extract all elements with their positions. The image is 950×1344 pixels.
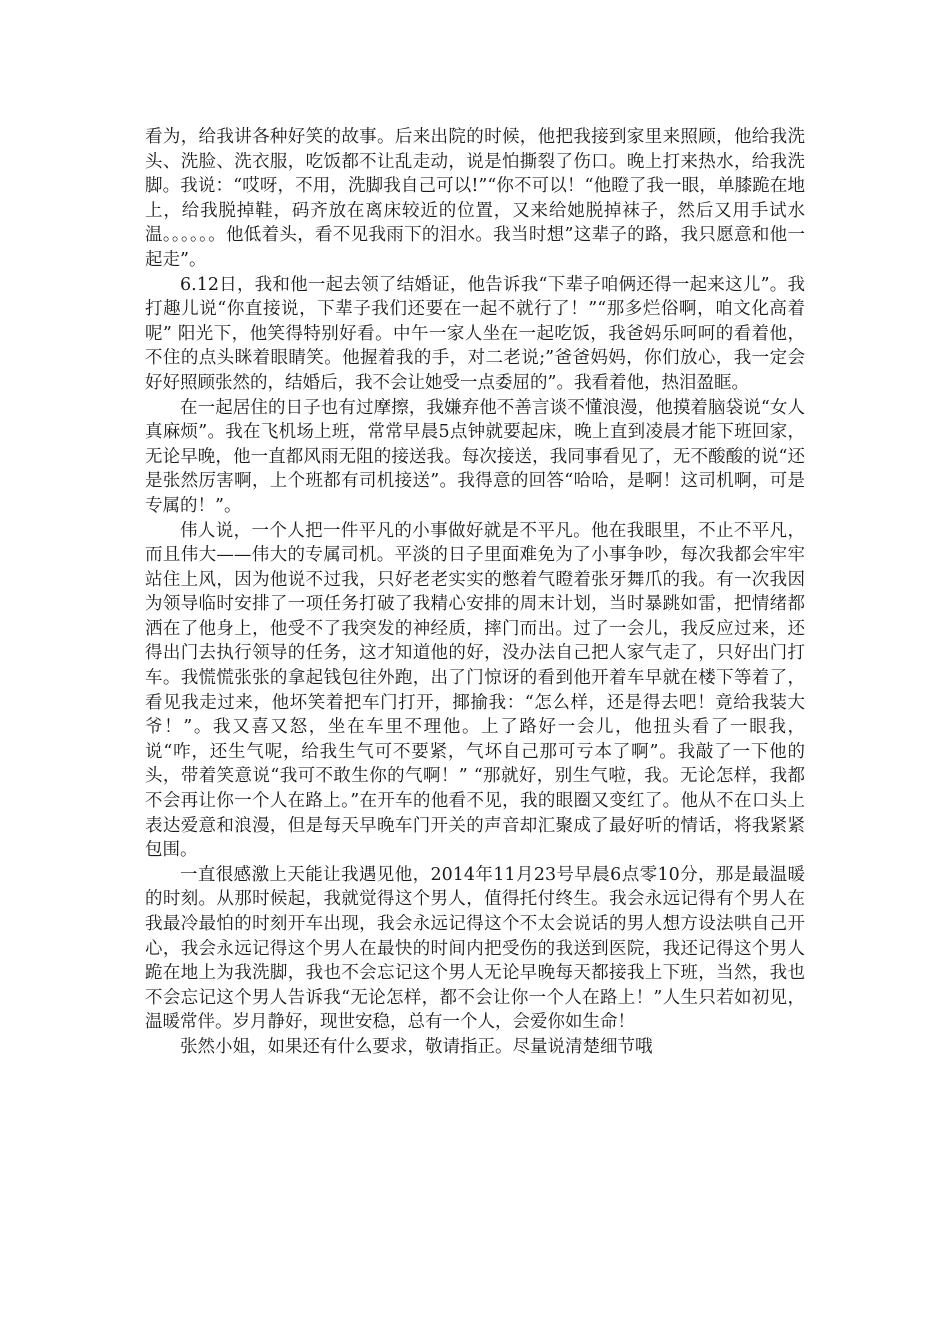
paragraph-1: 看为，给我讲各种好笑的故事。后来出院的时候，他把我接到家里来照顾，他给我洗头、洗脸、洗衣服，吃饭都不让乱走动，说是怕撕裂了伤口。晚上打来热水，给我洗脚。我说：“哎呀，不用，洗脚我自己可以!”“你不可以！“他瞪了我一眼，单膝跪在地上，给我脱掉鞋，码齐放在离床较近的位置，又来给她脱掉袜子，然后又用手试水温。。。。。。他低着头，看不见我雨下的泪水。我当时想”这辈子的路，我只愿意和他一起走”。	[145, 127, 805, 270]
document-page	[145, 125, 805, 1060]
paragraph-6: 张然小姐，如果还有什么要求，敬请指正。尽量说清楚细节哦	[180, 1036, 653, 1057]
paragraph-2: 6.12日，我和他一起去领了结婚证，他告诉我“下辈子咱俩还得一起来这儿”。我打趣儿说“你直接说，下辈子我们还要在一起不就行了！”“那多烂俗啊，咱文化高着呢” 阳光下，他笑得特别好看。中午一家人坐在一起吃饭，我爸妈乐呵呵的看着他，不住的点头眯着眼睛笑。他握着我的手，对二老说;”爸爸妈妈，你们放心，我一定会好好照顾张然的，结婚后，我不会让她受一点委屈的”。我看着他，热泪盈眶。	[145, 274, 805, 393]
paragraph-4: 伟人说，一个人把一件平凡的小事做好就是不平凡。他在我眼里，不止不平凡，而且伟大——伟大的专属司机。平淡的日子里面难免为了小事争吵，每次我都会牢牢站住上风，因为他说不过我，只好老老实实的憋着气瞪着张牙舞爪的我。有一次我因为领导临时安排了一项任务打破了我精心安排的周末计划，当时暴跳如雷，把情绪都洒在了他身上，他受不了我突发的神经质，摔门而出。过了一会儿，我反应过来，还得出门去执行领导的任务，这才知道他的好，没办法自己把人家气走了，只好出门打车。我慌慌张张的拿起钱包往外跑，出了门惊讶的看到他开着车早就在楼下等着了，看见我走过来，他坏笑着把车门打开，揶揄我：“怎么样，还是得去吧！竟给我装大爷！”。我又喜又怒，坐在车里不理他。上了路好一会儿，他扭头看了一眼我，说“咋，还生气呢，给我生气可不要紧，气坏自己那可亏本了啊”。我敲了一下他的头，带着笑意说“我可不敢生你的气啊！” “那就好，别生气啦，我。无论怎样，我都不会再让你一个人在路上。”在开车的他看不见，我的眼圈又变红了。他从不在口头上表达爱意和浪漫，但是每天早晚车门开关的声音却汇聚成了最好听的情话，将我紧紧包围。	[145, 520, 805, 861]
paragraph-5: 一直很感激上天能让我遇见他，2014年11月23号早晨6点零10分，那是最温暖的时刻。从那时候起，我就觉得这个男人，值得托付终生。我会永远记得有个男人在我最冷最怕的时刻开车出现，我会永远记得这个不太会说话的男人想方设法哄自己开心，我会永远记得这个男人在最快的时间内把受伤的我送到医院，我还记得这个男人跪在地上为我洗脚，我也不会忘记这个男人无论早晚每天都接我上下班，当然，我也不会忘记这个男人告诉我“无论怎样，都不会让你一个人在路上！”人生只若如初见，温暖常伴。岁月静好，现世安稳，总有一个人，会爱你如生命！	[145, 864, 805, 1033]
paragraph-3: 在一起居住的日子也有过摩擦，我嫌弃他不善言谈不懂浪漫，他摸着脑袋说“女人真麻烦”。我在飞机场上班，常常早晨5点钟就要起床，晚上直到凌晨才能下班回家，无论早晚，他一直都风雨无阻的接送我。每次接送，我同事看见了，无不酸酸的说“还是张然厉害啊，上个班都有司机接送”。我得意的回答“哈哈，是啊！这司机啊，可是专属的！”。	[145, 397, 805, 516]
